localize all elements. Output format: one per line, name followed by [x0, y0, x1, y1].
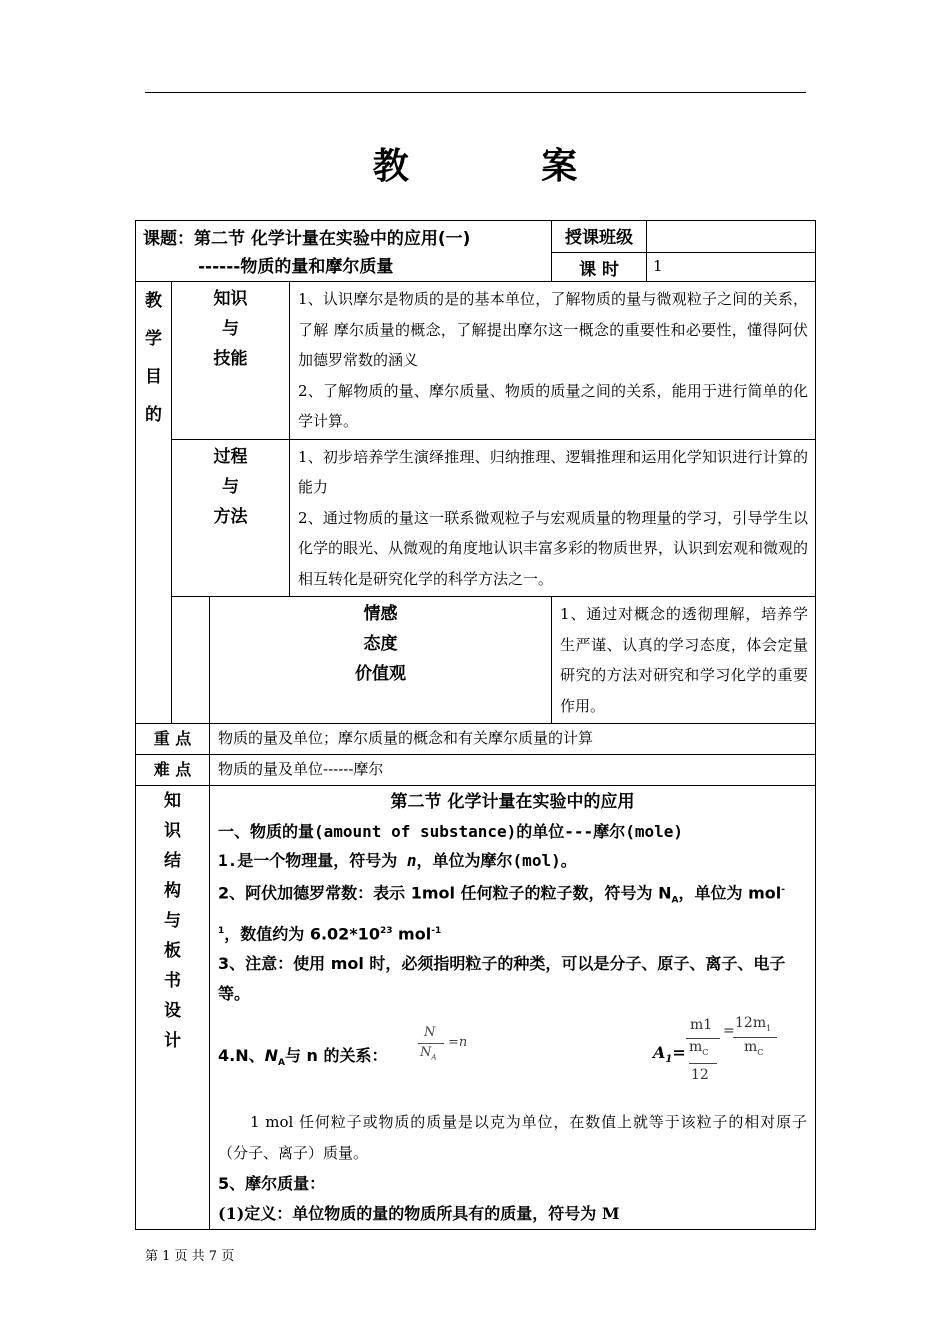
den-text: N	[420, 1044, 432, 1060]
item-5: 5、摩尔质量：	[218, 1173, 326, 1193]
board-design-label	[136, 786, 210, 1230]
board-char: 与	[164, 911, 181, 931]
item-2-text: ，单位为 mol	[678, 883, 782, 903]
board-char: 知	[164, 791, 181, 811]
board-char: 识	[164, 821, 181, 841]
class-value	[647, 221, 816, 253]
item-5-1: (1)定义：单位物质的量的物质所具有的质量，符号为 M	[218, 1203, 620, 1223]
header-rule	[145, 92, 806, 93]
objectives-char: 教	[145, 291, 162, 311]
subscript: A	[671, 895, 679, 906]
item-4-text: 与 n 的关系：	[284, 1045, 388, 1065]
objective-item: 2、了解物质的量、摩尔质量、物质的质量之间的关系，能用于进行简单的化学计算。	[298, 381, 809, 430]
difficult-points-label: 难 点	[136, 755, 210, 786]
objectives-char: 目	[145, 367, 162, 387]
item-1-text: 1.是一个物理量，符号为	[218, 851, 407, 870]
label-line: 情感	[363, 604, 398, 624]
board-char: 计	[164, 1031, 181, 1051]
item-1-text: ，单位为摩尔(mol)。	[416, 851, 577, 870]
objective-item: 1、通过对概念的透彻理解，培养学生严谨、认真的学习态度，体会定量研究的方法对研究和学习化学的重要作用。	[560, 605, 809, 715]
formula-denominator	[420, 1045, 436, 1062]
hours-value: 1	[647, 252, 816, 281]
item-2-text: ，数值约为 6.02*10	[224, 923, 380, 943]
formula-lhs: $A_1=$	[653, 1042, 686, 1066]
subscript: A	[278, 1058, 285, 1069]
formula-denominator: 12	[691, 1066, 709, 1083]
lhs-text: A	[653, 1042, 666, 1062]
emotion-label	[210, 597, 552, 724]
item-2	[218, 875, 807, 949]
den-text: m	[744, 1038, 758, 1055]
difficult-points-text: 物质的量及单位------摩尔	[210, 755, 816, 786]
fraction-bar	[733, 1037, 777, 1038]
superscript: 23	[379, 925, 393, 936]
board-char: 构	[164, 881, 181, 901]
formula-numerator	[735, 1015, 771, 1033]
superscript: -1	[431, 925, 442, 936]
lesson-plan-table	[135, 220, 816, 1230]
symbol-n: n	[406, 851, 417, 870]
fraction-bar	[689, 1063, 717, 1064]
objectives-label	[136, 282, 172, 724]
formula-rhs: =n	[448, 1034, 468, 1050]
section-1: 一、物质的量(amount of substance)的单位---摩尔(mole)	[218, 822, 683, 841]
board-char: 结	[164, 851, 181, 871]
subscript: 1	[665, 1054, 673, 1066]
objective-item: 1、初步培养学生演绎推理、归纳推理、逻辑推理和运用化学知识进行计算的能力	[298, 447, 809, 496]
label-line: 方法	[213, 506, 248, 527]
item-4-text: 4.N、	[218, 1045, 265, 1065]
label-line: 价值观	[355, 664, 407, 684]
board-char: 设	[164, 1001, 181, 1021]
label-line: 技能	[213, 349, 248, 369]
fraction-bar	[418, 1043, 444, 1044]
process-label	[172, 439, 290, 597]
subscript: 1	[766, 1023, 772, 1033]
emotion-text	[552, 597, 816, 724]
class-label: 授课班级	[552, 221, 647, 253]
subscript: A	[431, 1053, 437, 1062]
item-1	[218, 846, 807, 875]
key-points-label: 重 点	[136, 724, 210, 755]
item-2-text: 2、阿伏加德罗常数：表示 1mol 任何粒子的粒子数，符号为 N	[218, 883, 672, 903]
board-heading: 第二节 化学计量在实验中的应用	[390, 792, 635, 812]
objectives-char: 学	[145, 329, 162, 349]
board-char: 板	[164, 941, 181, 961]
symbol-na: N	[264, 1045, 278, 1065]
formula-equals: =	[723, 1022, 735, 1039]
label-line: 知识	[213, 289, 248, 309]
hours-label: 课 时	[552, 252, 647, 281]
process-text	[290, 439, 816, 597]
objective-item: 2、通过物质的量这一联系微观粒子与宏观质量的物理量的学习，引导学生以化学的眼光、从微观的角度地认识丰富多彩的物质世界，认识到宏观和微观的相互转化是研究化学的科学方法之一。	[298, 508, 809, 588]
subscript: C	[702, 1047, 709, 1057]
page-footer: 第 1 页 共 7 页	[145, 1249, 235, 1264]
topic-line-2: ------物质的量和摩尔质量	[198, 257, 394, 277]
topic-cell	[136, 221, 552, 282]
document-title: 教 案	[372, 146, 638, 187]
formula-numerator: m1	[690, 1016, 713, 1033]
formula-denominator	[689, 1039, 708, 1057]
item-2-text: mol	[392, 923, 432, 943]
topic-line-1: 课题：第二节 化学计量在实验中的应用(一)	[143, 229, 471, 249]
formula-numerator: N	[424, 1024, 436, 1040]
item-3: 3、注意：使用 mol 时，必须指明粒子的种类，可以是分子、原子、离子、电子等。	[218, 953, 786, 1003]
mole-mass-note: 1 mol 任何粒子或物质的质量是以克为单位，在数值上就等于该粒子的相对原子（分子、离子）质量。	[218, 1112, 808, 1162]
item-4-label	[218, 1043, 388, 1068]
subscript: C	[757, 1047, 764, 1057]
num-text: 12m	[735, 1014, 767, 1031]
key-points-text: 物质的量及单位；摩尔质量的概念和有关摩尔质量的计算	[210, 724, 816, 755]
knowledge-label	[172, 282, 290, 440]
label-line: 与	[222, 476, 239, 497]
objective-item: 1、认识摩尔是物质的是的基本单位，了解物质的量与微观粒子之间的关系，了解 摩尔质量的概念，了解提出摩尔这一概念的重要性和必要性，懂得阿伏加德罗常数的涵义	[298, 290, 809, 369]
label-line: 过程	[213, 446, 248, 467]
board-design-content	[210, 786, 816, 1230]
knowledge-text	[290, 282, 816, 440]
formula-denominator	[744, 1039, 763, 1057]
label-line: 态度	[363, 634, 398, 654]
label-line: 与	[222, 319, 239, 339]
board-char: 书	[164, 971, 181, 991]
den-text: m	[689, 1038, 703, 1055]
item-4-row	[218, 1009, 807, 1107]
superscript: -1	[218, 885, 785, 936]
objectives-char: 的	[145, 405, 162, 425]
